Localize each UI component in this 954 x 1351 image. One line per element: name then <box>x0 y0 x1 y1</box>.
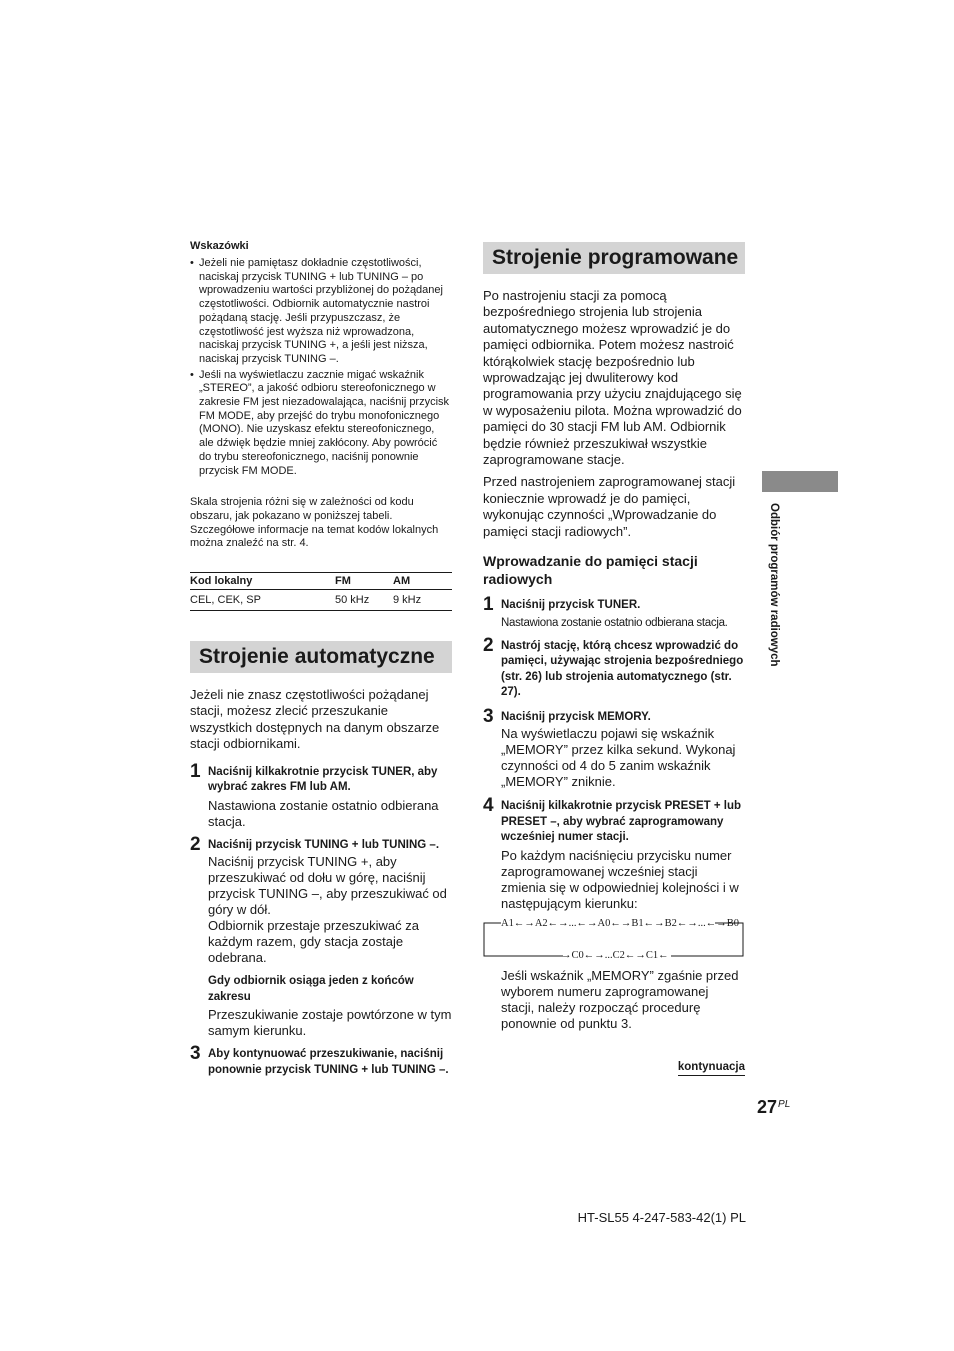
step-instruction: Aby kontynuować przeszukiwanie, naciśnij ponownie przycisk TUNING + lub TUNING –. <box>208 1048 449 1076</box>
step-text: Na wyświetlaczu pojawi się wskaźnik „MEMORY” przez kilka sekund. Wykonaj czynności od 4 do 5 zanim wskaźnik „MEMORY” zniknie. <box>501 726 736 790</box>
step-number: 4 <box>483 795 494 817</box>
tips-title: Wskazówki <box>190 240 249 252</box>
local-code-table <box>190 572 452 611</box>
continuation-text: kontynuacja <box>678 1061 745 1076</box>
footer-model-code: HT-SL55 4-247-583-42(1) PL <box>577 1210 746 1225</box>
table-header: AM <box>393 573 452 590</box>
auto-step-3 <box>190 1043 452 1078</box>
auto-tuning-heading: Strojenie automatyczne <box>190 641 452 673</box>
step-text: Odbiornik przestaje przeszukiwać za każdym razem, gdy stacja zostaje odebrana. <box>208 918 419 966</box>
step-number: 3 <box>483 705 494 727</box>
auto-step-1 <box>190 760 452 830</box>
table-cell: 9 kHz <box>393 590 452 611</box>
step-text: Jeśli wskaźnik „MEMORY” zgaśnie przed wyborem numeru zaprogramowanej stacji, należy rozpocząć procedurę ponownie od punktu 3. <box>501 967 739 1031</box>
page-number-value: 27 <box>757 1097 778 1117</box>
auto-intro: Jeżeli nie znasz częstotliwości pożądanej stacji, możesz zlecić przeszukanie wszystkich dostępnych na danym obszarze stacji odbiornikami. <box>190 687 440 752</box>
step-text: Przeszukiwanie zostaje powtórzone w tym samym kierunku. <box>208 1007 452 1039</box>
table-header-row <box>190 573 452 590</box>
step-number: 2 <box>190 833 201 855</box>
step-instruction: Naciśnij kilkakrotnie przycisk TUNER, aby wybrać zakres FM lub AM. <box>208 765 438 794</box>
preset-step-1 <box>483 594 745 630</box>
step-text: Nastawiona zostanie ostatnio odbierana stacja. <box>208 797 439 829</box>
step-instruction: Naciśnij przycisk TUNER. <box>501 599 641 612</box>
preset-tuning-heading: Strojenie programowane <box>483 242 745 274</box>
preset-step-2 <box>483 634 745 701</box>
step-text: Naciśnij przycisk TUNING +, aby przeszukiwać od dołu w górę, naciśnij przycisk TUNING –, aby przeszukiwać od góry w dół. <box>208 854 447 918</box>
page-number-suffix: PL <box>778 1099 791 1110</box>
side-section-title: Odbiór programów radiowych <box>768 503 780 667</box>
table-cell: 50 kHz <box>335 590 393 611</box>
preset-step-4-note <box>483 968 745 1032</box>
tip-item: • Jeżeli nie pamiętasz dokładnie częstotliwości, naciskaj przycisk TUNING + lub TUNING – po wprowadzeniu wartości przybliżonej do pożądanej częstotliwości. Odbiornik automatycznie nastroi pożądaną stację. Jeśli przypuszczasz, że częstotliwość jest wyższa niż wprowadzona, naciskaj przycisk TUNING +, a jeśli jest niższa, naciskaj przycisk TUNING –. <box>190 257 452 367</box>
step-instruction: Naciśnij kilkakrotnie przycisk PRESET + lub PRESET –, aby wybrać zaprogramowany wcześniej numer stacji. <box>501 800 741 844</box>
continuation-label <box>483 1061 745 1073</box>
step-instruction: Nastrój stację, którą chcesz wprowadzić do pamięci, używając strojenia bezpośredniego (str. 26) lub strojenia automatycznego (str. 27). <box>501 639 744 699</box>
page-number <box>757 1097 790 1118</box>
step-number: 2 <box>483 634 494 656</box>
table-row <box>190 590 452 611</box>
tips-list <box>190 257 452 478</box>
preset-sequence-diagram <box>483 918 745 962</box>
step-number: 1 <box>190 760 201 782</box>
sequence-top-row: A1←→A2←→...←→A0←→B1←→B2←→...←→B0 <box>501 917 740 929</box>
table-header: Kod lokalny <box>190 573 335 590</box>
memory-subheading: Wprowadzanie do pamięci stacji radiowych <box>483 553 698 588</box>
step-instruction: Naciśnij przycisk TUNING + lub TUNING –. <box>208 838 440 851</box>
sequence-bottom-row: →C0←→...C2←→C1← <box>561 949 669 961</box>
table-cell: CEL, CEK, SP <box>190 590 335 611</box>
scale-note: Skala strojenia różni się w zależności od kodu obszaru, jak pokazano w poniższej tabeli. Szczegółowe informacje na temat kodów lokalnych można znaleźć na str. 4. <box>190 496 439 550</box>
preset-note: Przed nastrojeniem zaprogramowanej stacji koniecznie wprowadź je do pamięci, wykonując czynności „Wprowadzanie do pamięci stacji radiowych”. <box>483 474 736 539</box>
step-number: 1 <box>483 594 494 616</box>
step-text: Nastawiona zostanie ostatnio odbierana stacja. <box>501 616 728 629</box>
table-header: FM <box>335 573 393 590</box>
right-column <box>483 242 745 1073</box>
step-instruction: Naciśnij przycisk MEMORY. <box>501 710 651 723</box>
tip-item: • Jeśli na wyświetlaczu zacznie migać wskaźnik „STEREO”, a jakość odbioru stereofonicznego w zakresie FM jest niezadowalająca, naciśnij przycisk FM MODE, aby przejść do trybu monofonicznego (MONO). Nie uzyskasz efektu stereofonicznego, ale dźwięk będzie mniej zakłócony. Aby powrócić do trybu stereofonicznego, naciśnij ponownie przycisk FM MODE. <box>190 369 452 479</box>
left-column <box>190 240 452 1078</box>
section-tab-marker <box>762 471 838 492</box>
preset-intro: Po nastrojeniu stacji za pomocą bezpośredniego strojenia lub strojenia automatycznego możesz wprowadzić je do pamięci odbiornika. Potem możesz nastroić którąkolwiek stację bezpośrednio lub wprowadzając jej dwuliterowy kod programowania przy użyciu znajdującego się w wyposażeniu pilota. Można wprowadzić do pamięci do 30 stacji FM lub AM. Odbiornik będzie również przeszukiwał wszystkie zaprogramowane stacje. <box>483 288 742 468</box>
auto-step-2 <box>190 833 452 1040</box>
preset-step-3 <box>483 705 745 791</box>
step-number: 3 <box>190 1043 201 1065</box>
step-sub-heading: Gdy odbiornik osiąga jeden z końców zakresu <box>208 975 414 1003</box>
preset-step-4 <box>483 795 745 912</box>
step-text: Po każdym naciśnięciu przycisku numer zaprogramowanej wcześniej stacji zmienia się w odpowiedniej kolejności i w następującym kierunku: <box>501 847 739 911</box>
